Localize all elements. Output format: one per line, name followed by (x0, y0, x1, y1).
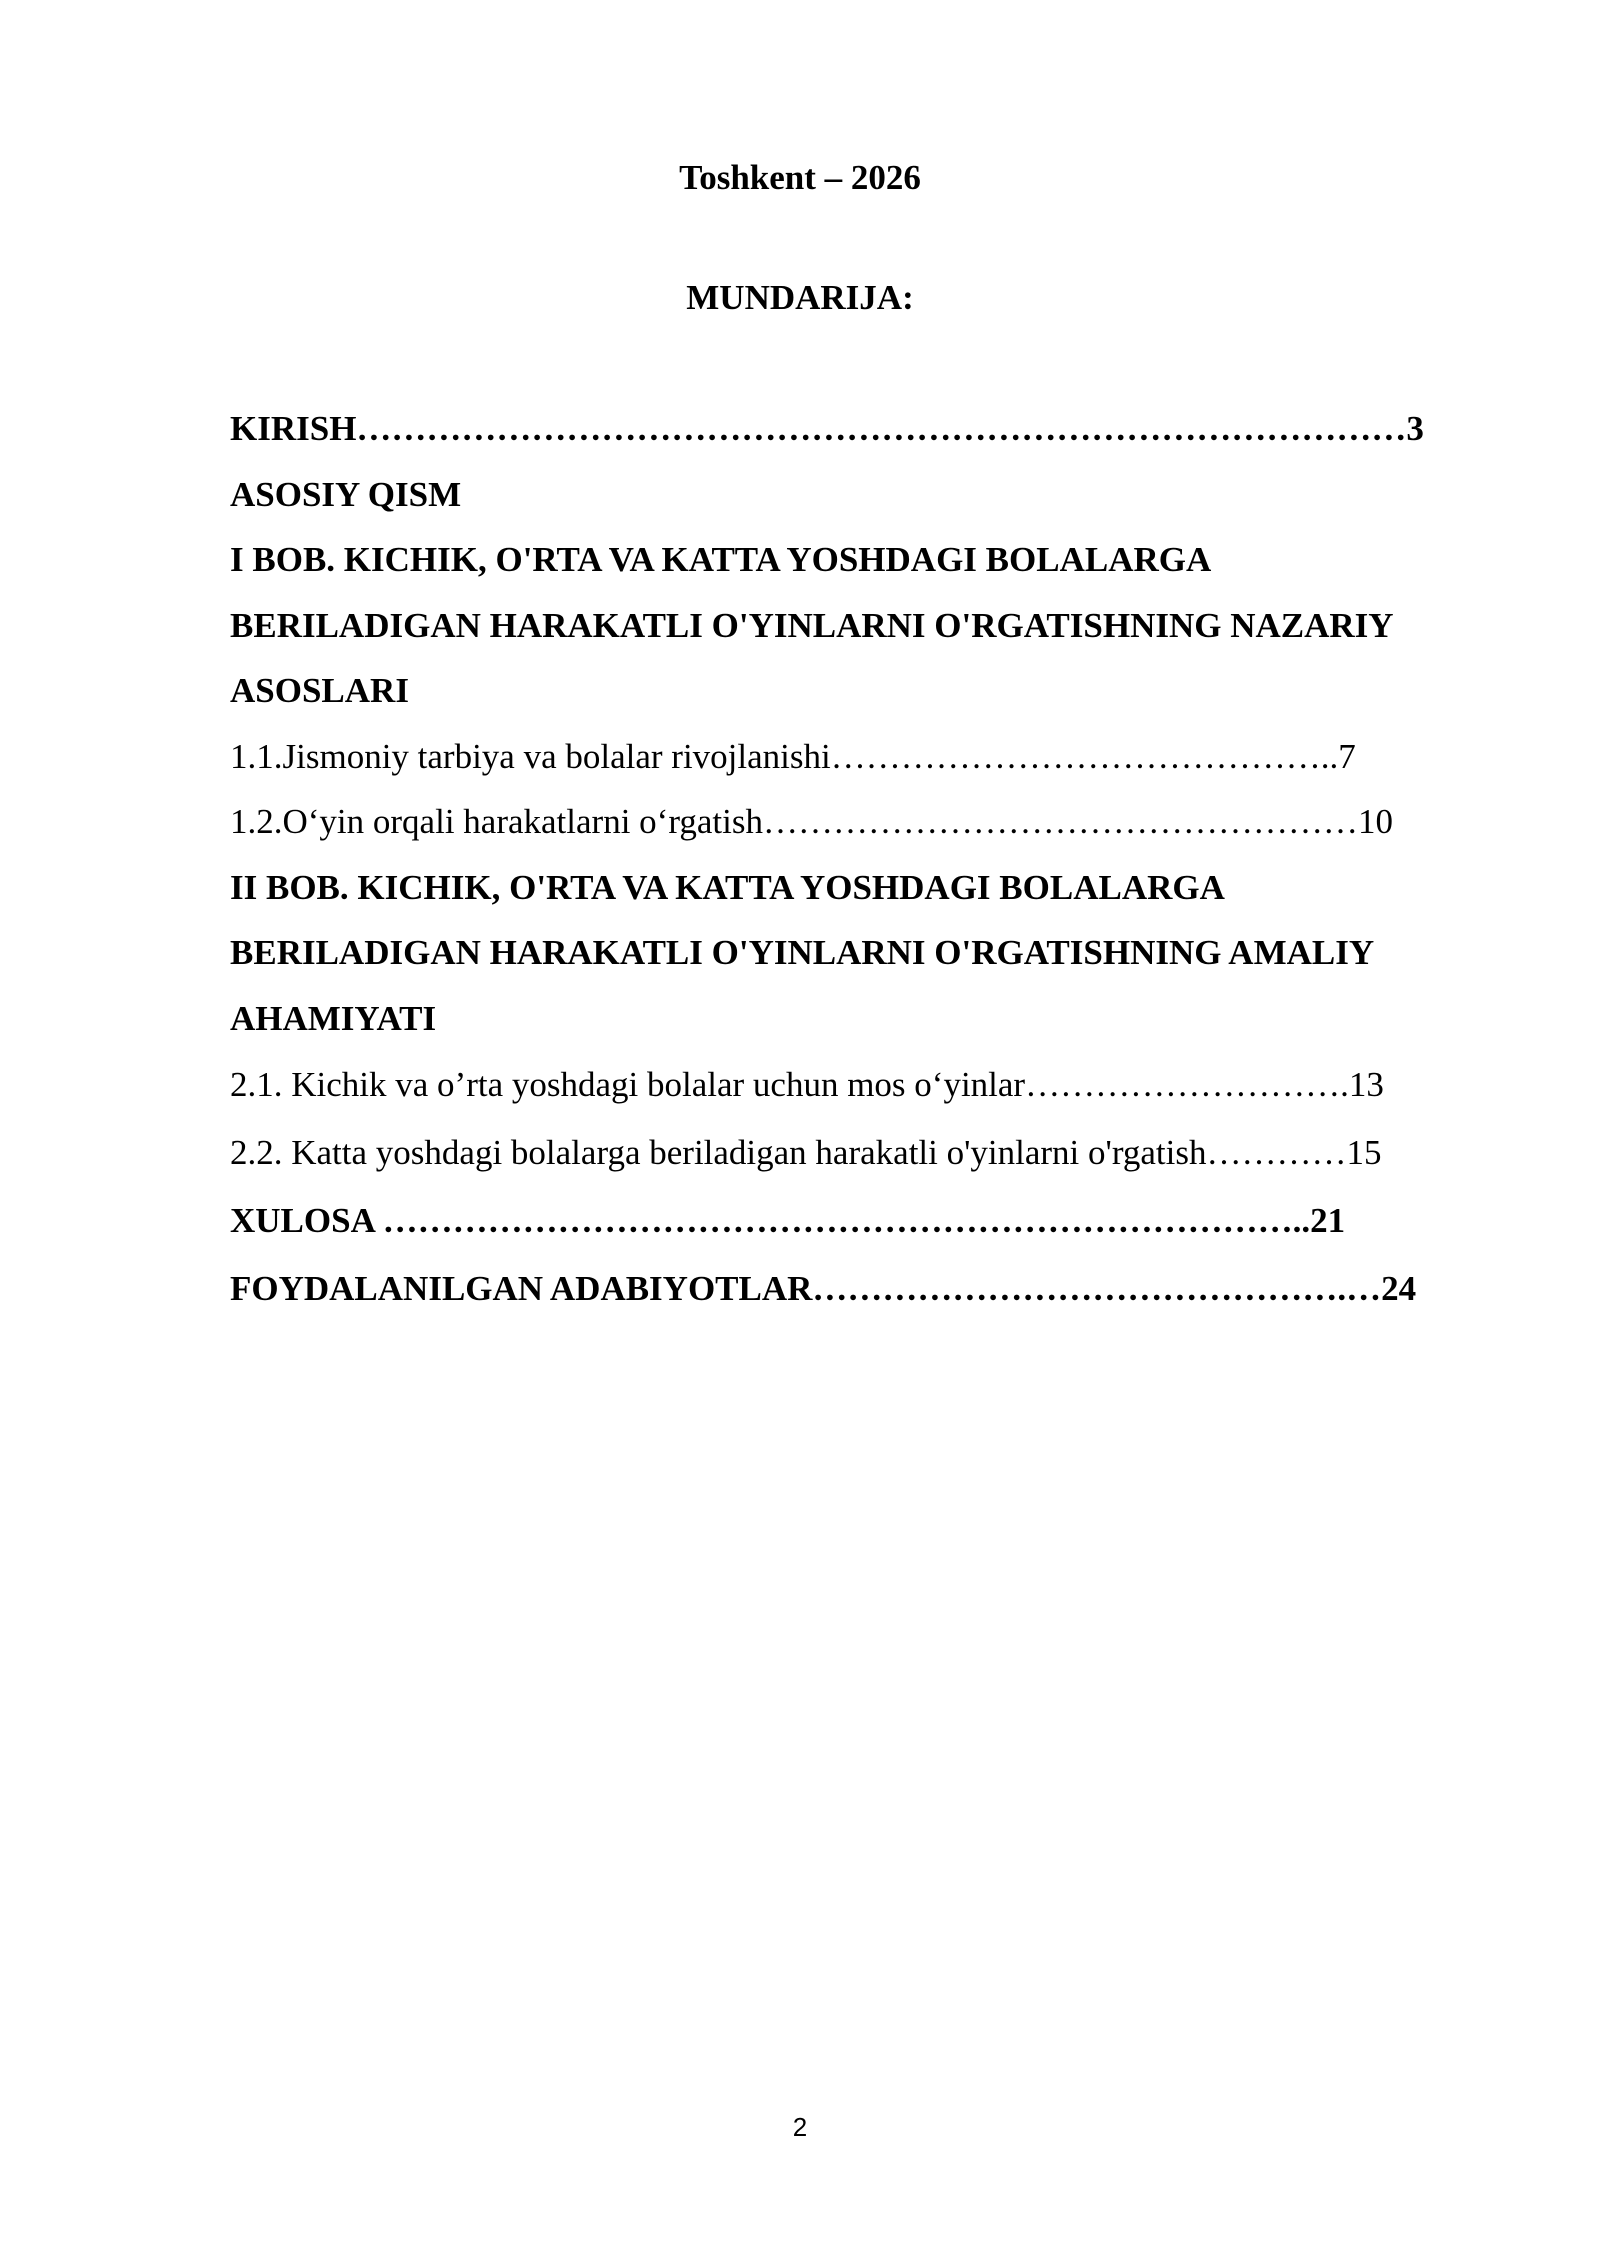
table-of-contents (230, 396, 1495, 1323)
toc-entry-conclusion: XULOSA ……………………………………………………………………..21 (230, 1201, 1346, 1240)
toc-entry-chapter-1-line-3: ASOSLARI (230, 671, 409, 710)
toc-entry-introduction: KIRISH………………………………………………………………………………3 (230, 409, 1424, 448)
toc-entry-chapter-1-line-2: BERILADIGAN HARAKATLI O'YINLARNI O'RGATISHNING NAZARIY (230, 605, 1394, 645)
toc-entry-section-1-2: 1.2.O‘yin orqali harakatlarni o‘rgatish……………………………………………10 (230, 802, 1393, 841)
toc-entry-references: FOYDALANILGAN ADABIYOTLAR……………………………………….…24 (230, 1269, 1417, 1308)
toc-entry-chapter-2-line-3: AHAMIYATI (230, 998, 437, 1038)
toc-entry-chapter-2-line-1: II BOB. KICHIK, O'RTA VA KATTA YOSHDAGI BOLALARGA (230, 867, 1225, 907)
toc-entry-main-part: ASOSIY QISM (230, 474, 462, 514)
toc-entry-chapter-1-line-1: I BOB. KICHIK, O'RTA VA KATTA YOSHDAGI BOLALARGA (230, 540, 1212, 579)
toc-entry-section-2-2: 2.2. Katta yoshdagi bolalarga beriladigan harakatli o'yinlarni o'rgatish…………15 (230, 1133, 1382, 1172)
toc-title: MUNDARIJA: (686, 278, 914, 317)
toc-entry-section-2-1: 2.1. Kichik va o’rta yoshdagi bolalar uchun mos o‘yinlar……………………….13 (230, 1065, 1384, 1104)
toc-entry-chapter-2-line-2: BERILADIGAN HARAKATLI O'YINLARNI O'RGATISHNING AMALIY (230, 933, 1375, 972)
toc-entry-section-1-1: 1.1.Jismoniy tarbiya va bolalar rivojlanishi……………………………………..7 (230, 736, 1356, 776)
page-number: 2 (792, 2112, 808, 2142)
city-year-heading: Toshkent – 2026 (679, 158, 921, 197)
